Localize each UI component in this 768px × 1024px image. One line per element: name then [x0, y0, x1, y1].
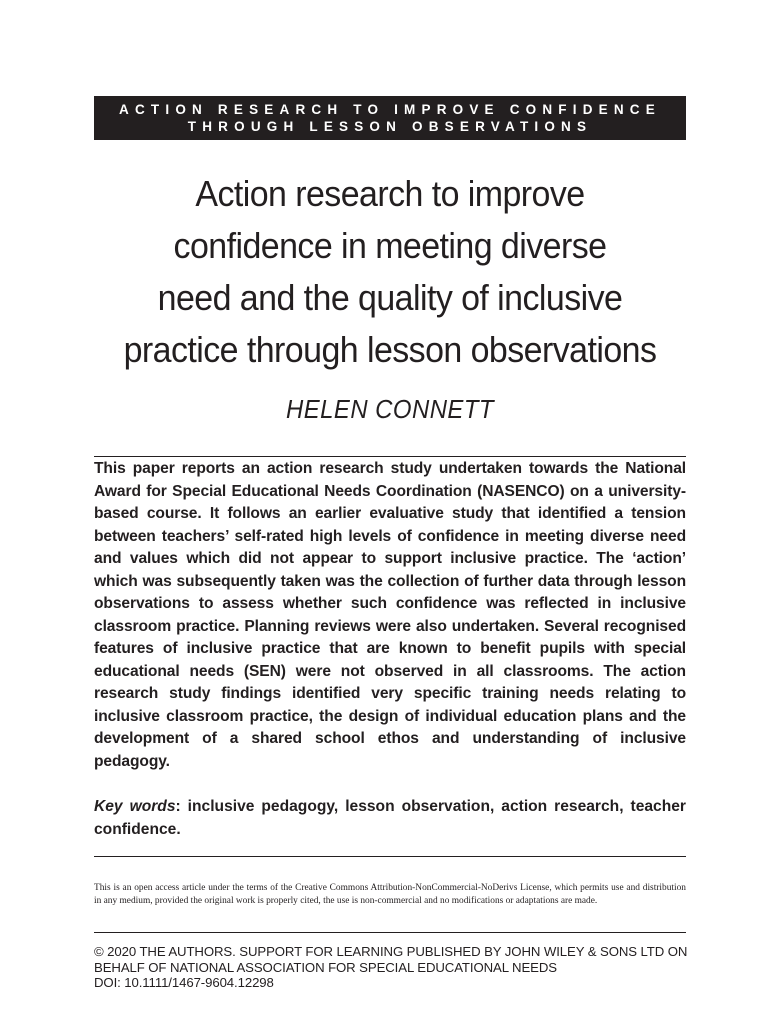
- abstract-top-rule: [94, 456, 686, 457]
- title-line-2: confidence in meeting diverse: [173, 225, 607, 266]
- copyright-line-2: BEHALF OF NATIONAL ASSOCIATION FOR SPECIAL EDUCATIONAL NEEDS: [94, 959, 557, 975]
- abstract: This paper reports an action research study undertaken towards the National Award for Special Educational Needs Coordination (NASENCO) on a university-based course. It follows an earlier evaluative study that identified a tension between teachers’ self-rated high levels of confidence in meeting diverse need and values which did not appear to support inclusive practice. The ‘action’ which was subsequently taken was the collection of further data through lesson observations to assess whether such confidence was reflected in inclusive classroom practice. Planning reviews were also undertaken. Several recognised features of inclusive practice that are known to benefit pupils with special educational needs (SEN) were not observed in all classrooms. The action research study findings identified very specific training needs relating to inclusive classroom practice, the design of individual education plans and the development of a shared school ethos and understanding of inclusive pedagogy.: [94, 460, 686, 770]
- running-head-line-1: ACTION RESEARCH TO IMPROVE CONFIDENCE: [119, 102, 661, 117]
- article-title: [102, 168, 679, 376]
- keywords: [94, 796, 686, 841]
- title-line-3: need and the quality of inclusive: [157, 277, 623, 318]
- author-name: HELEN CONNETT: [285, 394, 494, 424]
- copyright-notice: [94, 944, 694, 991]
- footer-rule: [94, 932, 686, 933]
- keywords-label: Key words: [94, 798, 176, 815]
- running-head-line-2: THROUGH LESSON OBSERVATIONS: [187, 119, 593, 134]
- license-notice: This is an open access article under the terms of the Creative Commons Attribution-NonCommercial-NoDerivs License, which permits use and distribution in any medium, provided the original work is properly cited, the use is non-commercial and no modifications or adaptations are made.: [94, 883, 686, 907]
- abstract-bottom-rule: [94, 856, 686, 857]
- keywords-text: : inclusive pedagogy, lesson observation, action research, teacher confidence.: [94, 798, 686, 838]
- copyright-line-1: © 2020 THE AUTHORS. SUPPORT FOR LEARNING PUBLISHED BY JOHN WILEY & SONS LTD ON: [94, 944, 688, 959]
- title-line-1: Action research to improve: [195, 173, 585, 214]
- title-line-4: practice through lesson observations: [123, 329, 657, 370]
- running-head: [94, 96, 686, 140]
- doi: DOI: 10.1111/1467-9604.12298: [94, 975, 274, 991]
